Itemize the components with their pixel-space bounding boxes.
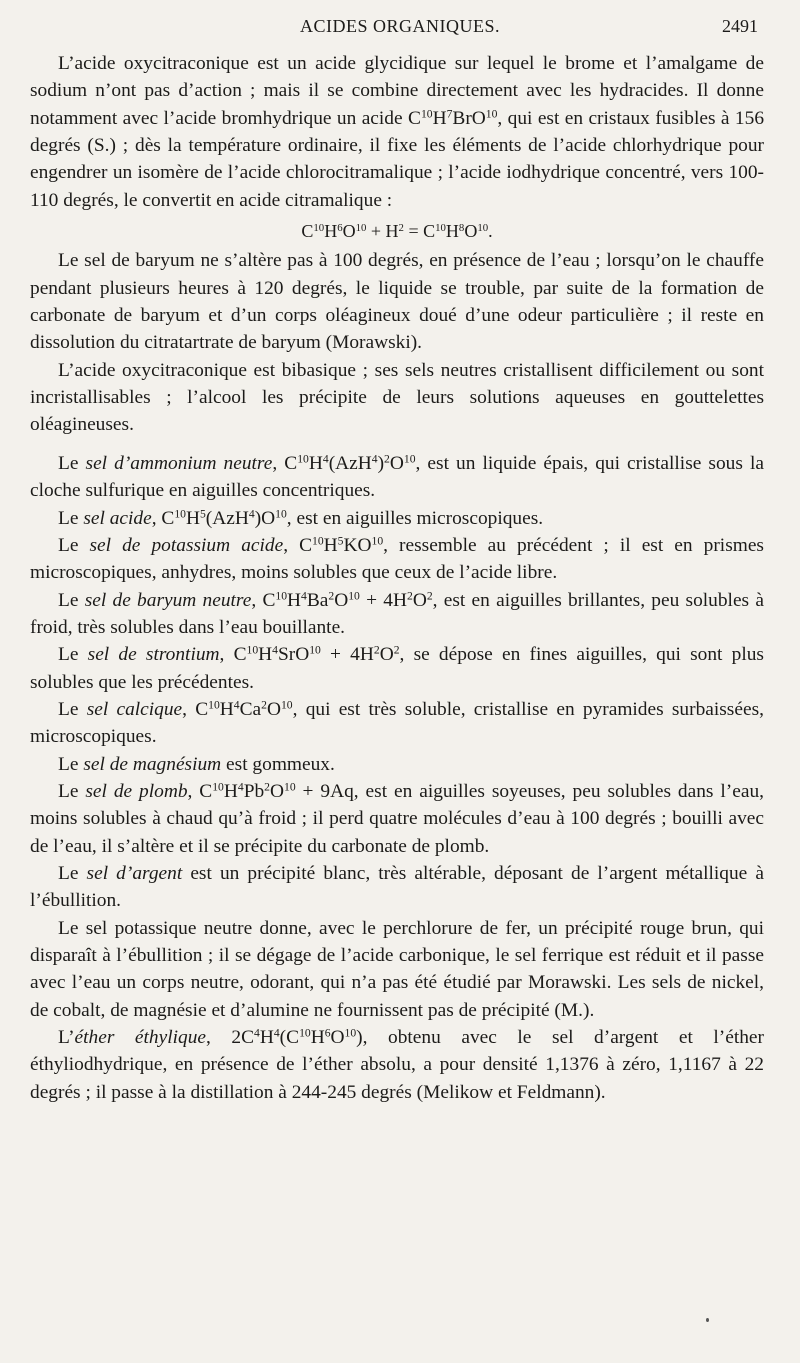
running-header [0,16,800,42]
page-number: 2491 [722,16,758,36]
paragraph: Le sel d’argent est un précipité blanc, très altérable, déposant de l’argent métallique à l’ébullition. [30,862,764,912]
paragraph: Le sel de baryum ne s’altère pas à 100 degrés, en présence de l’eau ; lorsqu’on le chauffe pendant plusieurs heures à 120 degrés, le liquide se trouble, par suite de la formation de carbonate de baryum et d’un corps oléagineux doué d’une odeur particulière ; il reste en dissolution du citratartrate de baryum (Morawski). [30,250,764,354]
paragraph: L’acide oxycitraconique est un acide glycidique sur lequel le brome et l’amalgame de sodium n’ont pas d’action ; mais il se combine directement avec les hydracides. Il donne notamment avec l’acide bromhydrique un acide $C^{10}H^7BrO^{10}$, qui est en cristaux fusibles à 156 degrés (S.) ; dès la température ordinaire, il fixe les éléments de l’acide chlorhydrique pour engendrer un isomère de l’acide chlorocitramalique ; l’acide iodhydrique concentré, vers 100-110 degrés, le convertit en acide citramalique : [30,53,765,211]
paragraph: Le sel de magnésium est gommeux. [58,753,335,775]
paragraph: L’éther éthylique, $2C^4H^4(C^{10}H^6O^{10})$, obtenu avec le sel d’argent et l’éther éthyliodhydrique, en présence de l’éther absolu, a pour densité 1,1376 à zéro, 1,1167 à 22 degrés ; il passe à la distillation à 244-245 degrés (Melikow et Feldmann). [30,1026,764,1103]
paragraph: L’acide oxycitraconique est bibasique ; ses sels neutres cristallisent difficilement ou sont incristallisables ; l’alcool les précipite de leurs solutions aqueuses en gouttelettes oléagineuses. [30,359,764,436]
paragraph: Le sel calcique, $C^{10}H^4Ca^2O^{10}$, qui est très soluble, cristallise en pyramides surbaissées, microscopiques. [30,698,764,748]
paragraph: Le sel de baryum neutre, $C^{10}H^4Ba^2O^{10} + 4H^2O^2$, est en aiguilles brillantes, peu solubles à froid, très solubles dans l’eau bouillante. [30,589,764,638]
paragraph: Le sel d’ammonium neutre, $C^{10}H^4(AzH^4)^2O^{10}$, est un liquide épais, qui cristallise sous la cloche sulfurique en aiguilles concentriques. [30,452,764,502]
equation: $C^{10}H^6O^{10} + H^2 = C^{10}H^8O^{10}$. [301,221,493,242]
paragraph: Le sel potassique neutre donne, avec le perchlorure de fer, un précipité rouge brun, qui disparaît à l’ébullition ; il se dégage de l’acide carbonique, le sel ferrique est réduit et il passe avec l’eau un corps neutre, odorant, qui n’a pas été étudié par Morawski. Les sels de nickel, de cobalt, de magnésie et d’alumine ne fournissent pas de précipité (M.). [30,917,764,1021]
paragraph: Le sel de potassium acide, $C^{10}H^5KO^{10}$, ressemble au précédent ; il est en prismes microscopiques, anhydres, moins solubles que ceux de l’acide libre. [30,534,764,584]
paragraph: Le sel de strontium, $C^{10}H^4SrO^{10} + 4H^2O^2$, se dépose en fines aiguilles, qui sont plus solubles que les précédentes. [30,643,764,693]
body-text [30,50,764,1106]
header-title: ACIDES ORGANIQUES. [299,16,500,36]
print-speck [706,1318,709,1322]
paragraph: Le sel acide, $C^{10}H^5(AzH^4)O^{10}$, est en aiguilles microscopiques. [58,507,544,529]
paragraph: Le sel de plomb, $C^{10}H^4Pb^2O^{10} + 9Aq$, est en aiguilles soyeuses, peu solubles dans l’eau, moins solubles à chaud qu’à froid ; il perd quatre molécules d’eau à 100 degrés ; bouilli avec de l’eau, il s’altère et il se précipite du carbonate de plomb. [30,780,764,857]
